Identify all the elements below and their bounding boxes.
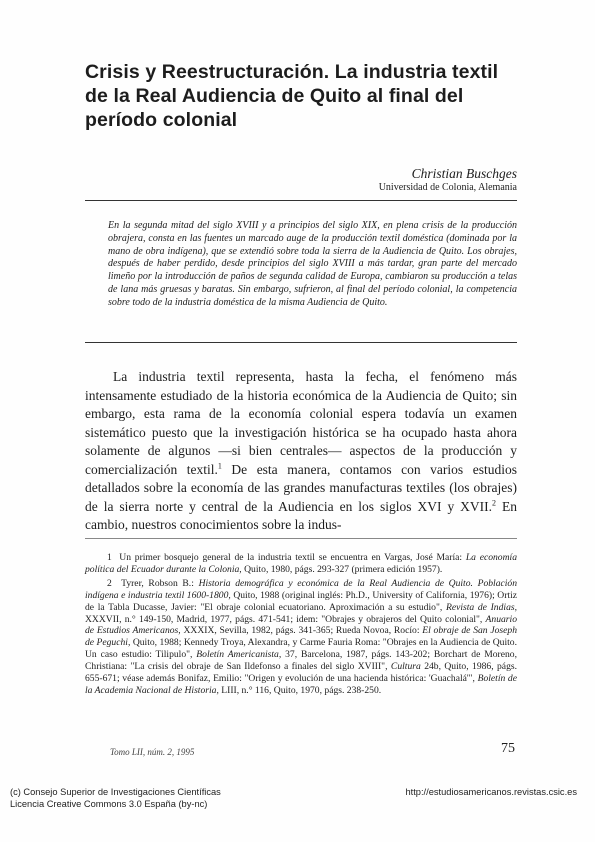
- footnote-text: Tyrer, Robson B.:: [121, 577, 194, 589]
- footnote-citation-title: Cultura: [390, 661, 421, 673]
- footnote-1: [85, 552, 517, 576]
- copyright-line: (c) Consejo Superior de Investigaciones Científicas: [10, 787, 221, 797]
- footnote-text: Un primer bosquejo general de la industria textil se encuentra en Vargas, José María:: [119, 552, 463, 563]
- journal-url-link[interactable]: http://estudiosamericanos.revistas.csic.es: [405, 787, 577, 797]
- page-number: 75: [501, 741, 515, 756]
- author-affiliation: Universidad de Colonia, Alemania: [378, 182, 517, 193]
- footnote-citation-title: Historia demográfica y económica de la Real Audiencia de Quito. Población indígena e industria textil 1600-1800,: [85, 577, 518, 601]
- footnote-text: XXXIX, Sevilla, 1982, págs. 341-365; Rueda Novoa, Rocío:: [183, 625, 420, 637]
- body-text-part1: La industria textil representa, hasta la fecha, el fenómeno más intensamente estudiado de la historia económica de la Audiencia de Quito; sin embargo, esta rama de la economía colonial espera todavía un examen sistemático puesto que la investigación histórica se ha ocupado hasta ahora solamente de algunos —si bien centrales— aspectos de la producción y comercialización textil.: [85, 369, 517, 477]
- license-line: Licencia Creative Commons 3.0 España (by-nc): [10, 798, 208, 809]
- journal-reference: Tomo LII, núm. 2, 1995: [110, 747, 195, 757]
- body-text-part2: De esta manera, contamos con varios estudios detallados sobre la economía de las grandes manufacturas textiles (los obrajes) de la sierra norte y central de la Audiencia en los siglos XVI y XVII.: [85, 461, 517, 514]
- footnote-text: Quito, 1988; Kennedy Troya, Alexandra, y Carme Fauria Roma: "Obrajes en la Audiencia de Quito. Un caso estudio: Tilipulo",: [85, 637, 517, 661]
- footnote-citation-title: Anuario de Estudios Americanos,: [85, 613, 517, 637]
- footnote-text: Quito, 1980, págs. 293-327 (primera edición 1957).: [244, 563, 443, 575]
- footnote-number: 1: [107, 552, 112, 563]
- footnote-citation-title: El obraje de San Joseph de Peguchi,: [85, 625, 517, 649]
- author-name: Christian Buschges: [411, 166, 517, 181]
- footnote-text: 37, Barcelona, 1987, págs. 143-202; Borchart de Moreno, Christiana: "La crisis del obraje de San Ildefonso a finales del siglo XVIII",: [85, 649, 517, 673]
- article-title: Crisis y Reestructuración. La industria textil de la Real Audiencia de Quito al final del período colonial: [85, 61, 499, 131]
- abstract: En la segunda mitad del siglo XVIII y a principios del siglo XIX, en plena crisis de la producción obrajera, consta en las fuentes un marcado auge de la producción textil doméstica (dominada por la mano de obra indígena), que se extendió sobre toda la sierra de la Audiencia de Quito. Los obrajes, después de haber perdido, desde principios del siglo XVIII a más tardar, gran parte del mercado limeño por la introducción de paños de segunda calidad de Europa, cambiaron su producción a telas de lana más gruesas y baratas. Sin embargo, sufrieron, al final del período colonial, la competencia sobre todo de la industria doméstica de la misma Audiencia de Quito.: [108, 220, 517, 308]
- footnote-ref-2[interactable]: 2: [492, 498, 497, 507]
- footnote-number: 2: [107, 577, 112, 589]
- body-text-part3: En cambio, nuestros conocimientos sobre la indus-: [85, 498, 517, 532]
- footnote-citation-title: Boletín Americanista,: [196, 649, 282, 661]
- footnote-text: Quito, 1988 (original inglés: Ph.D., University of California, 1976); Ortiz de la Tabla Ducasse, Javier: "El obraje colonial ecuatoriano. Aproximación a su estudio",: [85, 589, 517, 613]
- abstract-top-rule: [85, 200, 517, 201]
- footnote-text: XXXVII, n.° 149-150, Madrid, 1977, págs. 471-541; idem: "Obrajes y obrajeros del Quito colonial",: [85, 613, 483, 625]
- footnote-rule: [85, 538, 517, 539]
- footnote-citation-title: Boletín de la Academia Nacional de Historia,: [85, 673, 517, 696]
- footnote-2: [85, 578, 517, 697]
- copyright-notice: [10, 787, 221, 810]
- body-paragraph: [85, 368, 517, 535]
- footnote-ref-1[interactable]: 1: [217, 461, 222, 470]
- abstract-bottom-rule: [85, 342, 517, 343]
- footnote-citation-title: Revista de Indias,: [445, 601, 517, 613]
- footnote-text: LIII, n.° 116, Quito, 1970, págs. 238-250.: [221, 684, 382, 696]
- footnote-text: 24b, Quito, 1986, págs. 655-671; véase además Bonifaz, Emilio: "Origen y evolución de una hacienda histórica: 'Guachalá'",: [85, 661, 517, 685]
- footnotes: [85, 552, 517, 699]
- footnote-citation-title: La economía política del Ecuador durante la Colonia,: [85, 552, 517, 575]
